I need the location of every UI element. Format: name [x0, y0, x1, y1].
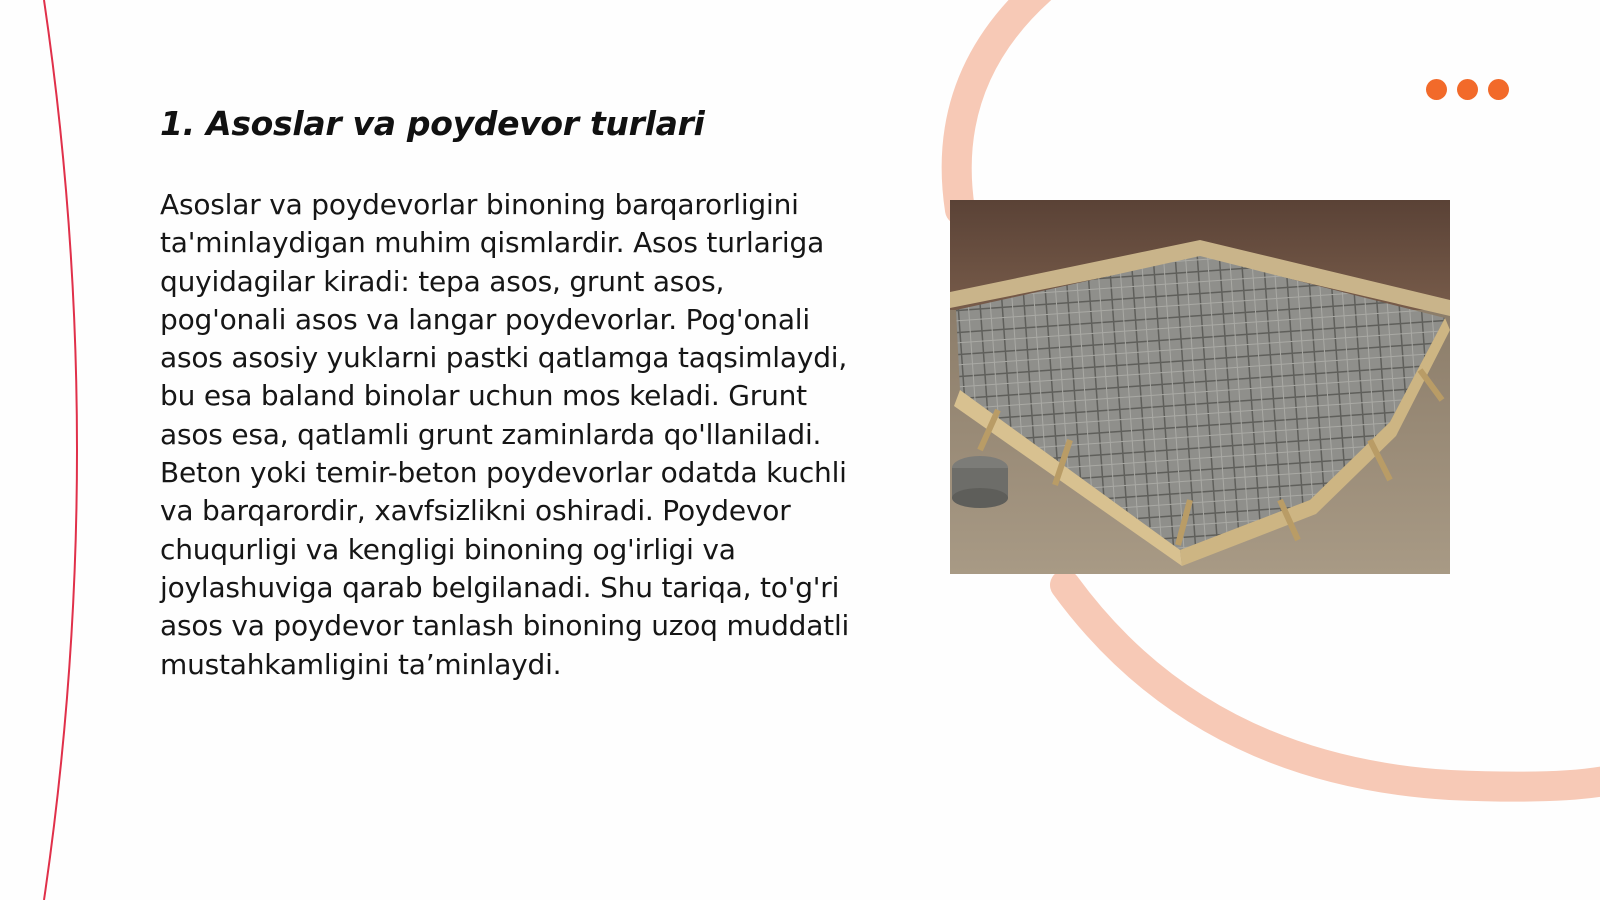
left-accent-line — [44, 0, 77, 900]
slide-body-text: Asoslar va poydevorlar binoning barqarorligini ta'minlaydigan muhim qismlardir. Asos turlariga quyidagilar kiradi: tepa asos, grunt asos, pog'onali asos va langar poydevorlar. Pog'onali asos asosiy yuklarni pastki qatlamga taqsimlaydi, bu esa baland binolar uchun mos keladi. Grunt asos esa, qatlamli grunt zaminlarda qo'llaniladi. Beton yoki temir-beton poydevorlar odatda kuchli va barqarordir, xavfsizlikni oshiradi. Poydevor chuqurligi va kengligi binoning og'irligi va joylashuviga qarab belgilanadi. Shu tariqa, to'g'ri asos va poydevor tanlash binoning uzoq muddatli mustahkamligini ta’minlaydi. — [160, 188, 850, 681]
dot-icon — [1426, 79, 1447, 100]
foundation-image — [950, 200, 1450, 574]
menu-dots — [1426, 79, 1509, 100]
foundation-photo — [950, 200, 1450, 574]
orange-arc — [957, 0, 1040, 210]
dot-icon — [1457, 79, 1478, 100]
slide-title: 1. Asoslar va poydevor turlari — [160, 104, 705, 143]
dot-icon — [1488, 79, 1509, 100]
orange-arc-lower — [1065, 585, 1600, 787]
